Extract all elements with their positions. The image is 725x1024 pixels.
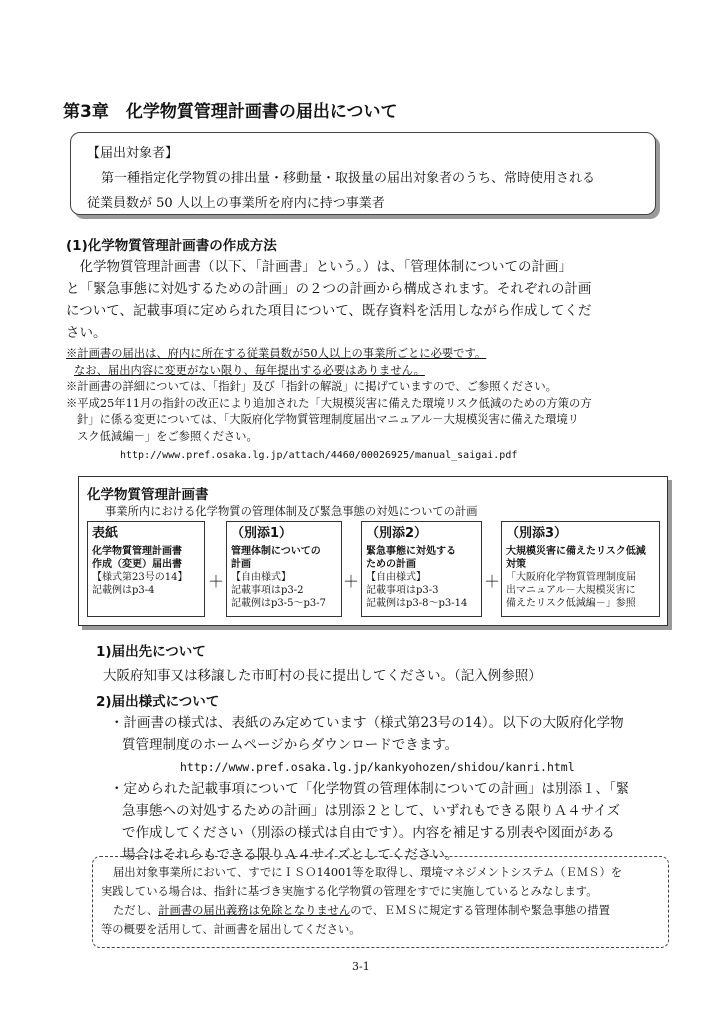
card-bold-line: ための計画	[366, 559, 416, 570]
plan-card-attachment-1	[226, 521, 342, 617]
ems-note-box	[92, 856, 669, 948]
card-line: 出マニュアル－大規模災害に	[506, 585, 636, 596]
plan-card-attachment-2	[361, 521, 482, 617]
section-3-heading: 2)届出様式について	[96, 694, 220, 710]
plan-card-attachment-3	[501, 521, 660, 617]
note-line: 実践している場合は、指針に基づき実施する化学物質の管理をすでに実施しているとみなします。	[101, 885, 598, 898]
card-line: 記載例はp3-5～p3-7	[231, 598, 327, 609]
bullet-2-line: 場合はそれらもできる限りＡ４サイズとしてください。	[122, 847, 459, 863]
card-bold-line: 化学物質管理計画書	[92, 546, 182, 557]
card-bold-line: 対策	[506, 559, 526, 570]
page-number: 3-1	[352, 960, 370, 973]
section-1	[66, 234, 666, 465]
card-line: 「大阪府化学物質管理制度届	[506, 572, 636, 583]
plus-sign: ＋	[484, 572, 501, 591]
download-link[interactable]: http://www.pref.osaka.lg.jp/kankyohozen/shidou/kanri.html	[180, 760, 575, 774]
card-title: 表紙	[92, 526, 119, 541]
target-line-2: 従業員数が 50 人以上の事業所を府内に持つ事業者	[87, 196, 385, 211]
section-1-body-line: と「緊急事態に対処するための計画」の２つの計画から構成されます。それぞれの計画	[66, 281, 592, 297]
plan-card-cover	[87, 521, 205, 617]
note-3c: スク低減編－」をご参照ください。	[77, 429, 258, 443]
card-bold-line: 大規模災害に備えたリスク低減	[506, 546, 646, 557]
chapter-title: 第3章 化学物質管理計画書の届出について	[63, 102, 398, 122]
note-1b: なお、届出内容に変更がない限り、毎年提出する必要はありません。	[74, 363, 425, 377]
card-bold-line: 管理体制についての	[231, 546, 321, 557]
section-3-body	[110, 712, 666, 866]
card-title: （別添1）	[231, 526, 293, 541]
note-3b: 針」に係る変更については、「大阪府化学物質管理制度届出マニュアル－大規模災害に備えた環境リ	[77, 413, 580, 426]
bullet-2-line: で作成してください（別添の様式は自由です）。内容を補足する別表や図面がある	[122, 825, 615, 841]
plus-sign: ＋	[208, 572, 225, 591]
card-line: 【自由様式】	[366, 572, 426, 583]
plan-title: 化学物質管理計画書	[87, 487, 209, 503]
note-text: ただし、	[113, 904, 159, 917]
card-line: 記載例はp3-8～p3-14	[366, 598, 468, 609]
note-3a: ※平成25年11月の指針の改正により追加された「大規模災害に備えた環境リスク低減のための方策の方	[66, 396, 592, 410]
bullet-1-line: 質管理制度のホームページからダウンロードできます。	[122, 737, 459, 753]
note-line: 等の概要を活用して、計画書を届出してください。	[101, 923, 361, 936]
target-audience-box	[70, 132, 656, 215]
card-line: 備えたリスク低減編－」参照	[506, 598, 636, 609]
section-2-body: 大阪府知事又は移譲した市町村の長に提出してください。（記入例参照）	[103, 668, 542, 684]
bullet-2-line: ・定められた記載事項について「化学物質の管理体制についての計画」は別添１、「緊	[110, 781, 630, 797]
section-1-notes	[66, 346, 666, 465]
card-line: 記載事項はp3-3	[366, 585, 439, 596]
target-heading: 【届出対象者】	[87, 146, 179, 161]
plan-overview-box	[78, 476, 668, 626]
card-line: 記載事項はp3-2	[231, 585, 304, 596]
bullet-1-line: ・計画書の様式は、表紙のみ定めています（様式第23号の14）。以下の大阪府化学物	[110, 715, 624, 731]
plus-sign: ＋	[343, 572, 360, 591]
section-1-body	[66, 256, 666, 344]
card-bold-line: 緊急事態に対処する	[366, 546, 456, 557]
card-title: （別添2）	[366, 526, 428, 541]
note-1a: ※計画書の届出は、府内に所在する従業員数が50人以上の事業所ごとに必要です。	[66, 347, 487, 360]
bullet-2-line: 急事態への対処するための計画」は別添２として、いずれもできる限りＡ４サイズ	[122, 803, 621, 819]
section-2-heading: 1)届出先について	[96, 644, 206, 660]
note-underlined-text: 計画書の届出義務は免除となりません	[158, 904, 351, 917]
card-bold-line: 作成（変更）届出書	[92, 559, 182, 570]
note-line: 届出対象事業所において、すでにＩＳＯ14001等を取得し、環境マネジメントシステム（ＥＭＳ）を	[113, 866, 623, 879]
section-1-body-line: 化学物質管理計画書（以下、「計画書」という。）は、「管理体制についての計画」	[66, 259, 572, 275]
card-line: 記載例はp3-4	[92, 585, 155, 596]
note-line-exemption	[101, 901, 660, 920]
section-1-heading: (1)化学物質管理計画書の作成方法	[66, 238, 277, 254]
section-1-body-line: さい。	[66, 325, 107, 341]
card-line: 【様式第23号の14】	[92, 572, 188, 583]
plan-subtitle: 事業所内における化学物質の管理体制及び緊急事態の対処についての計画	[105, 505, 478, 518]
card-bold-line: 計画	[231, 559, 251, 570]
note-text: ので、ＥＭＳに規定する管理体制や緊急事態の措置	[350, 904, 610, 917]
card-line: 【自由様式】	[231, 572, 291, 583]
card-title: （別添3）	[506, 526, 568, 541]
target-line-1: 第一種指定化学物質の排出量・移動量・取扱量の届出対象者のうち、常時使用される	[101, 171, 596, 186]
manual-link[interactable]: http://www.pref.osaka.lg.jp/attach/4460/00026925/manual_saigai.pdf	[120, 450, 518, 461]
section-1-body-line: について、記載事項に定められた項目について、既存資料を活用しながら作成してくだ	[66, 303, 592, 319]
note-2: ※計画書の詳細については、「指針」及び「指針の解説」に掲げていますので、ご参照ください。	[66, 380, 557, 393]
